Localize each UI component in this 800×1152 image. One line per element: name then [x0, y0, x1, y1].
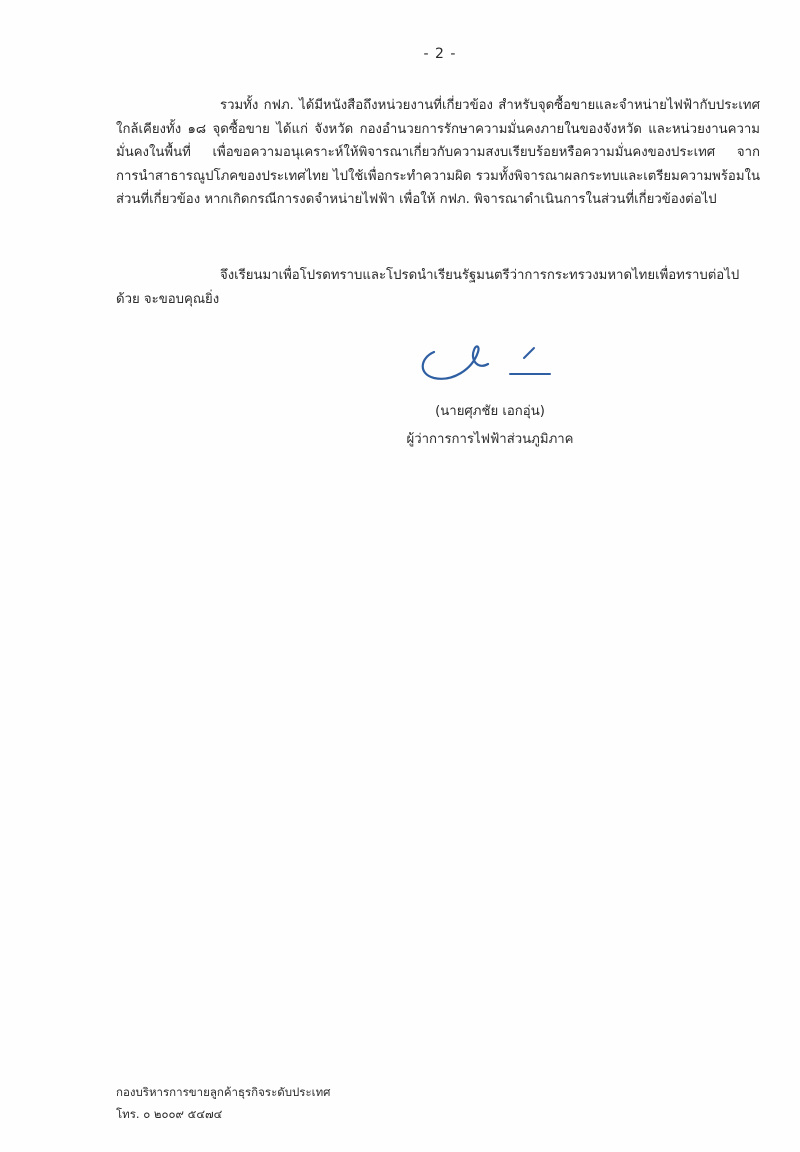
paragraph-2-text: จึงเรียนมาเพื่อโปรดทราบและโปรดนำเรียนรัฐมนตรีว่าการกระทรวงมหาดไทยเพื่อทราบต่อไปด้วย จะขอบคุณยิ่ง [116, 268, 740, 307]
footer-department: กองบริหารการขายลูกค้าธุรกิจระดับประเทศ [116, 1085, 331, 1099]
signer-title: ผู้ว่าการการไฟฟ้าส่วนภูมิภาค [406, 432, 574, 447]
footer-telephone: โทร. ๐ ๒๐๐๙ ๕๔๗๔ [116, 1107, 223, 1121]
paragraph-1-text: รวมทั้ง กฟภ. ได้มีหนังสือถึงหน่วยงานที่เกี่ยวข้อง สำหรับจุดซื้อขายและจำหน่ายไฟฟ้ากับประเทศใกล้เคียงทั้ง ๑๘ จุดซื้อขาย ได้แก่ จังหวัด กองอำนวยการรักษาความมั่นคงภายในของจังหวัด และหน่วยงานความมั่นคงในพื้นที่ เพื่อขอความอนุเคราะห์ให้พิจารณาเกี่ยวกับความสงบเรียบร้อยหรือความมั่นคงของประเทศ จากการนำสาธารณูปโภคของประเทศไทย ไปใช้เพื่อกระทำความผิด รวมทั้งพิจารณาผลกระทบและเตรียมความพร้อมในส่วนที่เกี่ยวข้อง หากเกิดกรณีการงดจำหน่ายไฟฟ้า เพื่อให้ กฟภ. พิจารณาดำเนินการในส่วนที่เกี่ยวข้องต่อไป [116, 98, 760, 207]
body-paragraph-2 [116, 264, 760, 311]
signer-name: (นายศุภชัย เอกอุ่น) [435, 404, 545, 419]
body-paragraph-1 [116, 94, 760, 212]
handwritten-signature [412, 338, 562, 388]
page-number: - 2 - [423, 46, 457, 62]
